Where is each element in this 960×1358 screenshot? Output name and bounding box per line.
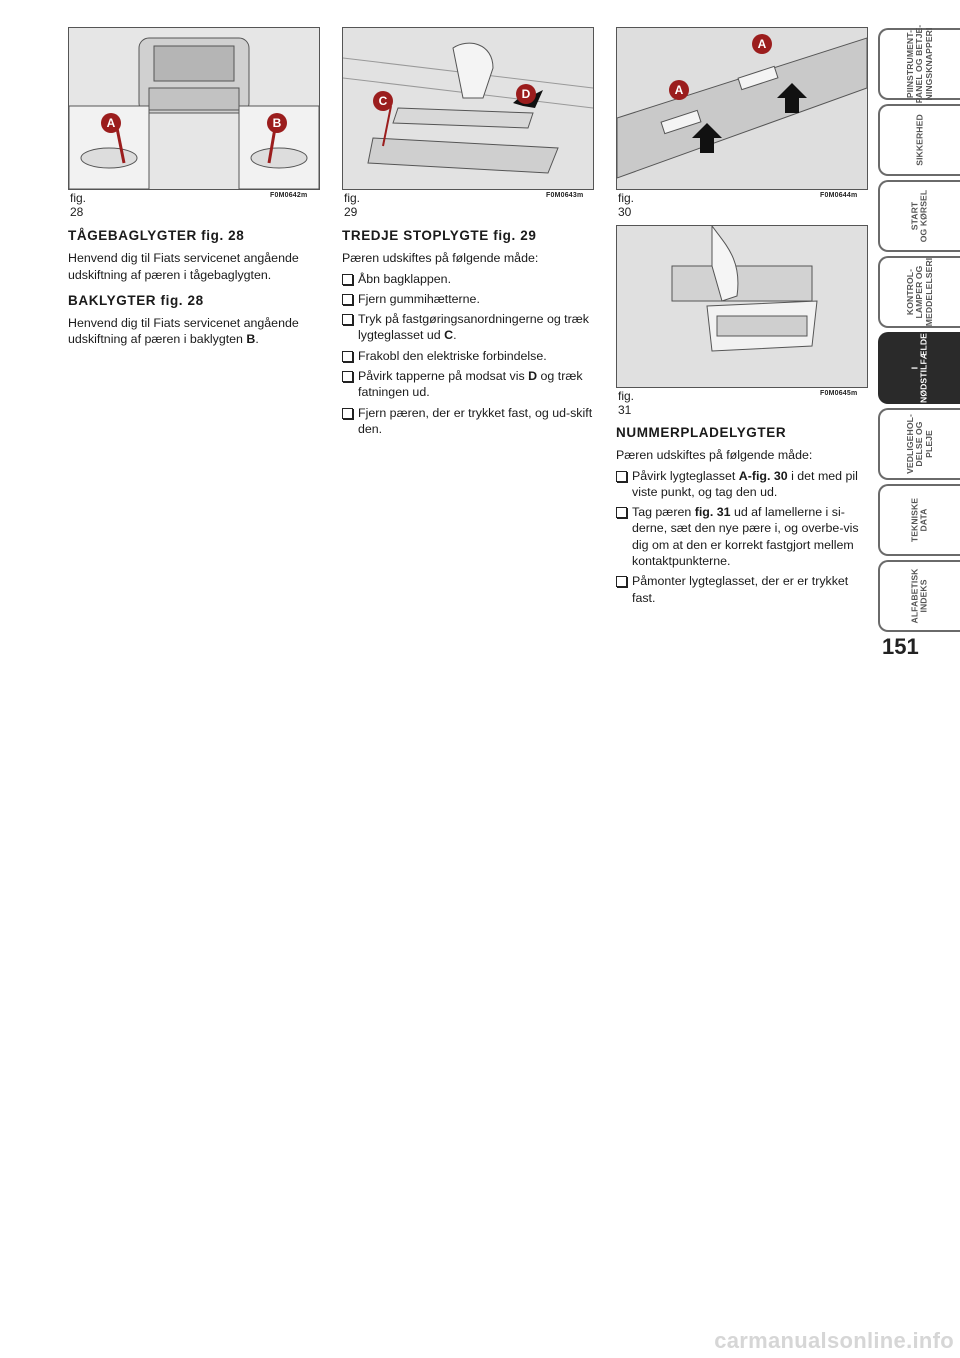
- figure-30-code: F0M0644m: [820, 192, 858, 199]
- text: Fjern gummihætterne.: [358, 291, 480, 306]
- checkbox-bullet-icon: [616, 576, 627, 587]
- text: Påmonter lygteglasset, der er er trykket fast.: [632, 574, 849, 605]
- list-item: [342, 405, 594, 438]
- figure-31-image: [616, 225, 868, 388]
- text: Åbn bagklappen.: [358, 271, 452, 286]
- checkbox-bullet-icon: [342, 408, 353, 419]
- list-item: [342, 291, 594, 307]
- number-plate-light-illustration: [617, 28, 867, 189]
- heading-third-brake-light: TREDJE STOPLYGTE fig. 29: [342, 228, 537, 243]
- tab-safety[interactable]: [878, 104, 960, 176]
- figure-30-label-a2: A: [757, 37, 767, 51]
- paragraph-fog-lights: Henvend dig til Fiats servicenet angående udskiftning af pæren i tågebaglygten.: [68, 251, 299, 282]
- heading-reverse-lights: BAKLYGTER fig. 28: [68, 292, 204, 308]
- text: Påvirk tapperne på modsat vis: [358, 369, 529, 384]
- tab-label: PIINSTRUMENT- PANEL OG BETJE- NINGSKNAPPERI: [904, 24, 934, 104]
- checkbox-bullet-icon: [616, 471, 627, 482]
- column-2: [342, 228, 594, 441]
- steps-number-plate-lights: [616, 468, 870, 606]
- checkbox-bullet-icon: [342, 274, 353, 285]
- column-1: [68, 228, 322, 358]
- figure-28-code: F0M0642m: [270, 192, 308, 199]
- list-item: [616, 468, 870, 501]
- tab-technical-data[interactable]: [878, 484, 960, 556]
- steps-third-brake-light: [342, 271, 594, 438]
- text: .: [255, 332, 259, 347]
- text: .: [453, 328, 457, 343]
- figure-29-label-c: C: [378, 94, 388, 108]
- tab-label: KONTROL- LAMPER OG MEDDELELSERI: [904, 257, 934, 327]
- list-item: [342, 348, 594, 364]
- text: Fjern pæren, der er trykket fast, og ud-skift den.: [358, 405, 593, 436]
- figure-30-image: [616, 27, 868, 190]
- figure-29-code: F0M0643m: [546, 192, 584, 199]
- tab-label: TEKNISKE DATA: [909, 497, 929, 543]
- car-rear-lights-illustration: [69, 28, 319, 189]
- page-number: 151: [882, 634, 919, 659]
- ref-b: B: [246, 332, 256, 347]
- list-item: [342, 368, 594, 401]
- text: Tag pæren: [632, 505, 695, 520]
- tab-label: VEDLIGEHOL- DELSE OG PLEJE: [904, 414, 934, 474]
- tab-warning-lights[interactable]: [878, 256, 960, 328]
- text: Påvirk lygteglasset: [632, 468, 739, 483]
- figure-30-label-a1: A: [674, 83, 684, 97]
- figure-31-code: F0M0645m: [820, 390, 858, 397]
- tab-label: ALFABETISK INDEKS: [909, 568, 929, 624]
- tab-label: SIKKERHED: [914, 114, 925, 166]
- figure-29-image: [342, 27, 594, 190]
- bulb-removal-illustration: [617, 226, 867, 387]
- heading-fog-lights: TÅGEBAGLYGTER fig. 28: [68, 228, 245, 243]
- ref-d: D: [528, 369, 538, 384]
- figure-28-image: [68, 27, 320, 190]
- checkbox-bullet-icon: [616, 507, 627, 518]
- ref-a-fig30: A-fig. 30: [738, 468, 788, 483]
- ref-fig31: fig. 31: [694, 505, 731, 520]
- checkbox-bullet-icon: [342, 294, 353, 305]
- figure-28-label-b: B: [272, 116, 282, 130]
- intro-third-brake-light: Pæren udskiftes på følgende måde:: [342, 251, 539, 266]
- ref-c: C: [444, 328, 454, 343]
- third-brake-light-illustration: [343, 28, 593, 189]
- figure-29-caption: fig. 29: [344, 191, 361, 219]
- figure-29-label-d: D: [521, 87, 531, 101]
- column-3: [616, 425, 870, 610]
- text: og træk fatningen ud.: [358, 369, 583, 400]
- list-item: [342, 271, 594, 287]
- intro-number-plate-lights: Pæren udskiftes på følgende måde:: [616, 448, 813, 463]
- text: Henvend dig til Fiats servicenet angående udskiftning af pæren i baklygten: [68, 316, 299, 347]
- figure-31-caption: fig. 31: [618, 389, 635, 417]
- text: Tryk på fastgøringsanordningerne og træk lygteglasset ud: [358, 312, 589, 343]
- text: Frakobl den elektriske forbindelse.: [358, 348, 547, 363]
- figure-28-caption: fig. 28: [70, 191, 87, 219]
- figure-28-label-a: A: [106, 116, 116, 130]
- text: ud af lamellerne i si-derne, sæt den nye pære i, og overbe-vis dig om at den er korrekt fastgjort mellem kontaktpunkterne.: [632, 505, 859, 569]
- checkbox-bullet-icon: [342, 314, 353, 325]
- tab-emergency[interactable]: [878, 332, 960, 404]
- tab-label: START OG KØRSEL: [909, 189, 929, 243]
- footer-watermark[interactable]: carmanualsonline.info: [714, 1328, 954, 1353]
- tab-instrument-panel[interactable]: [878, 24, 960, 104]
- text: i det med pil viste punkt, og tag den ud.: [632, 468, 858, 499]
- list-item: [616, 573, 870, 606]
- heading-number-plate-lights: NUMMERPLADELYGTER: [616, 425, 787, 440]
- tab-starting-driving[interactable]: [878, 180, 960, 252]
- tab-label: I NØDSTILFÆLDE: [909, 333, 929, 403]
- checkbox-bullet-icon: [342, 351, 353, 362]
- list-item: [616, 504, 870, 569]
- tab-index[interactable]: [878, 560, 960, 632]
- figure-30-caption: fig. 30: [618, 191, 635, 219]
- list-item: [342, 311, 594, 344]
- tab-maintenance[interactable]: [878, 408, 960, 480]
- checkbox-bullet-icon: [342, 371, 353, 382]
- paragraph-reverse-lights: [68, 315, 322, 348]
